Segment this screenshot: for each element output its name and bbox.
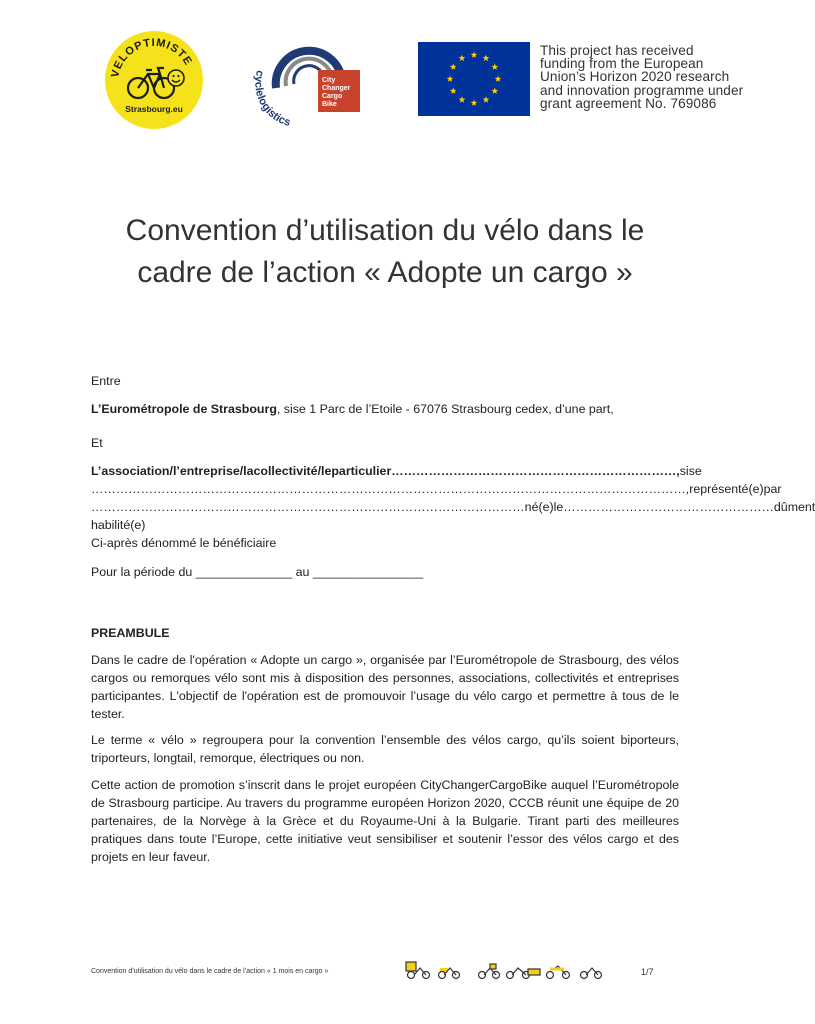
period-field: Pour la période du ______________ au ________________ bbox=[91, 565, 424, 579]
blank-field: ………………………………………………………………………………………………………………………………, bbox=[91, 482, 690, 496]
beneficiary-word: le bbox=[553, 500, 564, 514]
eurometropole-address: , sise 1 Parc de l’Etoile - 67076 Strasbourg cedex, d’une part, bbox=[276, 402, 614, 416]
ci-apres-label: Ci-après dénommé le bénéficiaire bbox=[91, 536, 277, 550]
habilite-label: habilité(e) bbox=[91, 518, 146, 532]
beneficiary-word: représenté(e) bbox=[689, 482, 764, 496]
eurometropole-party bbox=[91, 400, 691, 418]
badge-line-3: Cargo bbox=[322, 93, 343, 100]
eu-text-line: funding from the European bbox=[540, 56, 704, 72]
cycle-logo-arc-text: cyclelogistics bbox=[252, 69, 292, 128]
preambule-paragraph-2: Le terme « vélo » regroupera pour la convention l’ensemble des vélos cargo, qu’ils soient biporteurs, triporteurs, longtail, remorque, électriques ou non. bbox=[91, 733, 679, 765]
preambule-paragraph-1: Dans le cadre de l'opération « Adopte un cargo », organisée par l’Eurométropole de Strasbourg, des vélos cargos ou remorques vélo sont mis à disposition des personnes, associations, collectivités et entreprises participantes. L'objectif de l'opération est de promouvoir l’usage du vélo cargo et permettre à tous de le tester. bbox=[91, 653, 679, 721]
cyclelogistics-logo bbox=[250, 28, 366, 128]
entre-label: Entre bbox=[91, 374, 121, 388]
page-number: 1/7 bbox=[641, 967, 654, 977]
eu-text-line: Union’s Horizon 2020 research bbox=[540, 69, 730, 85]
beneficiary-line-1 bbox=[91, 462, 702, 480]
eu-text-line: grant agreement No. 769086 bbox=[540, 95, 717, 111]
beneficiary-word: particulier……………………………………………………………, bbox=[331, 464, 680, 478]
beneficiary-line-2 bbox=[91, 480, 782, 498]
beneficiary-word: L’association/l’entreprise/la bbox=[91, 464, 254, 478]
veloptimiste-logo bbox=[104, 30, 204, 130]
badge-line-4: Bike bbox=[322, 101, 337, 108]
preambule-paragraph-3: Cette action de promotion s’inscrit dans le projet européen CityChangerCargoBike auquel l’Eurométropole de Strasbourg participe. Au travers du programme européen Horizon 2020, CCCB réunit une équipe de 20 partenaires, de la Norvège à la Grèce et du Royaume-Uni à la Bulgarie. Tirant parti des meilleures pratiques dans toute l’Europe, cette initiative veut sensibiliser et soutenir l’essor des vélos cargo et des projets en leur faveur. bbox=[91, 778, 679, 864]
eu-funding-text bbox=[540, 44, 770, 110]
eurometropole-name: L’Eurométropole de Strasbourg bbox=[91, 402, 277, 416]
beneficiary-word: par bbox=[763, 482, 782, 496]
title-line-1: Convention d’utilisation du vélo dans le bbox=[125, 214, 645, 247]
cargo-bikes-icon bbox=[404, 958, 604, 980]
beneficiary-word: collectivité/le bbox=[253, 464, 332, 478]
beneficiary-line-3 bbox=[91, 498, 815, 516]
et-label: Et bbox=[91, 436, 103, 450]
eu-text-line: and innovation programme under bbox=[540, 82, 744, 98]
preambule-heading: PREAMBULE bbox=[91, 626, 170, 640]
velo-logo-bottom-text: Strasbourg.eu bbox=[125, 104, 183, 114]
velo-logo-arc-text: VELOPTIMISTE bbox=[109, 36, 195, 79]
beneficiary-word: dûment bbox=[773, 500, 815, 514]
blank-field: ……………………………………………………………………………………………né(e) bbox=[91, 500, 554, 514]
blank-field: …………………………………………… bbox=[563, 500, 774, 514]
beneficiary-word: sise bbox=[679, 464, 702, 478]
footer-text: Convention d’utilisation du vélo dans le cadre de l’action « 1 mois en cargo » bbox=[91, 968, 329, 975]
document-title bbox=[40, 210, 730, 294]
badge-line-2: Changer bbox=[322, 85, 351, 92]
badge-line-1: City bbox=[322, 77, 336, 84]
eu-flag-icon bbox=[418, 42, 530, 116]
eu-text-line: This project has received bbox=[540, 43, 694, 58]
title-line-2: cadre de l’action « Adopte un cargo » bbox=[137, 256, 633, 289]
